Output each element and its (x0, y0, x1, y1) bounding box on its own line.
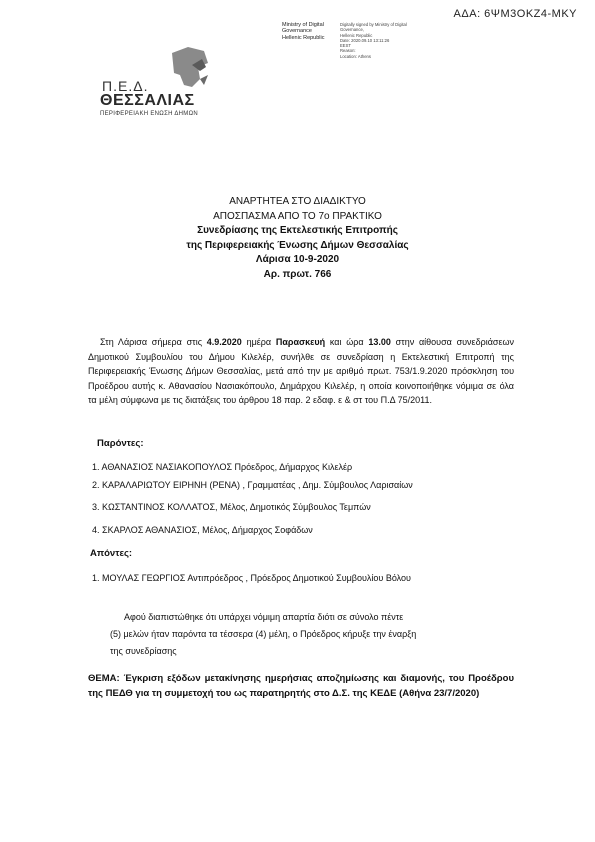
signature-line-3: Hellenic Republic (282, 34, 325, 41)
header-date: Λάρισα 10-9-2020 (255, 254, 340, 265)
header-line-4: της Περιφερειακής Ένωσης Δήμων Θεσσαλίας (186, 239, 409, 251)
intro-text-3: και ώρα (325, 337, 369, 347)
quorum-line-2: (5) μελών ήταν παρόντα τα τέσσερα (4) μέλη, ο Πρόεδρος κήρυξε την έναρξη (110, 629, 417, 639)
intro-paragraph (88, 335, 514, 408)
subject-theme: ΘΕΜΑ: Έγκριση εξόδων μετακίνησης ημερήσιας αποζημίωσης και διαμονής, του Προέδρου της ΠΕΔΘ για τη συμμετοχή του ως παρατηρητής στο Δ.Σ. της ΚΕΔΕ (Αθήνα 23/7/2020) (88, 673, 514, 699)
logo-thessalias-text: ΘΕΣΣΑΛΙΑΣ (100, 92, 195, 109)
ada-code: ΑΔΑ: 6ΨΜ3ΟΚΖ4-ΜΚΥ (453, 8, 577, 20)
present-item-2: 2. ΚΑΡΑΛΑΡΙΩΤΟΥ ΕΙΡΗΝΗ (ΡΕΝΑ) , Γραμματέας , Δημ. Σύμβουλος Λαρισαίων (92, 480, 413, 490)
present-item-1: 1. ΑΘΑΝΑΣΙΟΣ ΝΑΣΙΑΚΟΠΟΥΛΟΣ Πρόεδρος, Δήμαρχος Κιλελέρ (92, 462, 353, 472)
signature-details: Digitally signed by Ministry of Digital Governance, Hellenic Republic Date: 2020.09.10 13:11:26 EEST Reason: Location: Athens (340, 22, 407, 59)
digital-signature (282, 22, 325, 41)
absent-label: Απόντες: (90, 548, 133, 559)
header-line-2: ΑΠΟΣΠΑΣΜΑ ΑΠΟ ΤΟ 7ο ΠΡΑΚΤΙΚΟ (213, 210, 382, 222)
logo-subtitle: ΠΕΡΙΦΕΡΕΙΑΚΗ ΕΝΩΣΗ ΔΗΜΩΝ (100, 111, 199, 117)
present-item-3: 3. ΚΩΣΤΑΝΤΙΝΟΣ ΚΟΛΛΑΤΟΣ, Μέλος, Δημοτικός Σύμβουλος Τεμπών (92, 502, 371, 512)
document-header (0, 195, 595, 282)
signature-line-1: Ministry of Digital (282, 22, 324, 28)
header-line-3: Συνεδρίασης της Εκτελεστικής Επιτροπής (197, 225, 398, 236)
intro-time: 13.00 (368, 337, 391, 347)
present-item-4: 4. ΣΚΑΡΛΟΣ ΑΘΑΝΑΣΙΟΣ, Μέλος, Δήμαρχος Σοφάδων (92, 525, 313, 535)
logo-ped-text: Π.Ε.Δ. (102, 78, 149, 94)
quorum-line-1: Αφού διαπιστώθηκε ότι υπάρχει νόμιμη απαρτία διότι σε σύνολο πέντε (124, 612, 404, 622)
intro-text-4: στην αίθουσα συνεδριάσεων Δημοτικού Συμβουλίου του Δήμου Κιλελέρ, συνήλθε σε συνεδρίαση η Εκτελεστική Επιτροπή της Περιφερειακής Ένωσης Δήμων Θεσσαλίας, μετά από την με αριθμό πρωτ. 753/1.9.2020 πρόσκληση του Προέδρου αυτής κ. Αθανασίου Νασιακόπουλο, Δημάρχου Κιλελέρ, η οποία κοινοποιήθηκε νόμιμα σε όλα τα μέλη σύμφωνα με τις διατάξεις του άρθρου 18 παρ. 2 εδαφ. ε & στ του Π.Δ 75/2011. (88, 337, 514, 406)
present-label: Παρόντες: (97, 438, 144, 449)
intro-text-2: ημέρα (241, 337, 276, 347)
header-protocol: Αρ. πρωτ. 766 (263, 268, 332, 280)
quorum-paragraph (110, 609, 502, 660)
header-line-1: ΑΝΑΡΤΗΤΕΑ ΣΤΟ ΔΙΑΔΙΚΤΥΟ (229, 196, 366, 207)
intro-date: 4.9.2020 (206, 337, 242, 347)
intro-day: Παρασκευή (275, 337, 326, 347)
ped-thessalias-logo (100, 45, 230, 125)
quorum-line-3: της συνεδρίασης (110, 646, 177, 656)
signature-line-2: Governance (282, 28, 312, 35)
intro-text-1: Στη Λάρισα σήμερα στις (100, 337, 207, 347)
absent-item-1: 1. ΜΟΥΛΑΣ ΓΕΩΡΓΙΟΣ Αντιπρόεδρος , Πρόεδρος Δημοτικού Συμβουλίου Βόλου (92, 573, 411, 583)
